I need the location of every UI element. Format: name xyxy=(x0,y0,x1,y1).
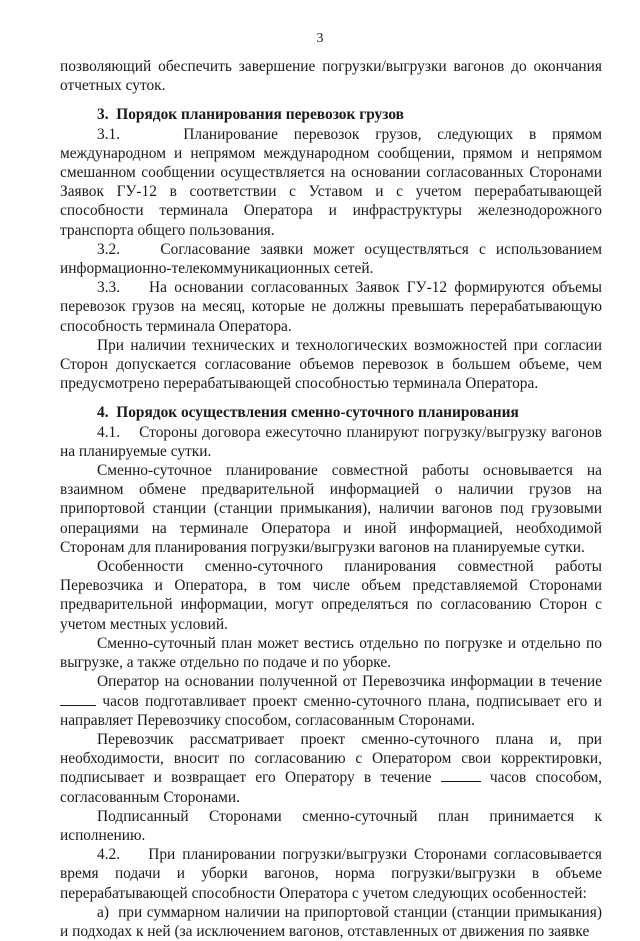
section-4-heading: 4. Порядок осуществления сменно-суточного планирования xyxy=(97,404,519,422)
operator-text-b: часов подготавливает проект сменно-суточного плана, подписывает его и направляет Перевозчику способом, согласованным Сторонами. xyxy=(60,692,602,729)
carrier-text-b: часов способом, согласованным Сторонами. xyxy=(60,769,602,806)
clause-3-1: 3.1. Планирование перевозок грузов, следующих в прямом международном и непрямом международном сообщении, прямом и непрямом смешанном сообщении осуществляется на основании согласованных Сторонами Заявок ГУ-12 в соответствии с Уставом и с учетом перерабатывающей способности терминала Оператора и инфраструктуры железнодорожного транспорта общего пользования. xyxy=(60,125,602,239)
intro-paragraph: позволяющий обеспечить завершение погрузки/выгрузки вагонов до окончания отчетных суток. xyxy=(60,58,602,95)
clause-4-1: 4.1. Стороны договора ежесуточно планируют погрузку/выгрузку вагонов на планируемые сутки. xyxy=(60,423,602,460)
clause-3-3: 3.3. На основании согласованных Заявок ГУ-12 формируются объемы перевозок грузов на месяц, которые не должны превышать перерабатывающую способность терминала Оператора. xyxy=(60,279,602,335)
spacer xyxy=(60,393,602,403)
section-4-paragraph: Особенности сменно-суточного планирования совместной работы Перевозчика и Оператора, в том числе объем представляемой Сторонами предварительной информации, могут определяться по согласованию Сторон с учетом местных условий. xyxy=(60,558,602,633)
carrier-text-a: Перевозчик рассматривает проект сменно-суточного плана и, при необходимости, вносит по согласованию с Оператором свои корректировки, подписывает и возвращает его Оператору в течение xyxy=(60,730,602,787)
section-4-paragraph: Подписанный Сторонами сменно-суточный план принимается к исполнению. xyxy=(60,807,602,844)
operator-paragraph xyxy=(60,672,602,730)
document-body xyxy=(60,57,602,941)
carrier-paragraph xyxy=(60,730,602,807)
spacer xyxy=(60,95,602,105)
section-4-paragraph: Сменно-суточное планирование совместной работы основывается на взаимном обмене предварительной информацией о наличии грузов на припортовой станции (станции примыкания), наличии вагонов под грузовыми операциями на терминале Оператора и иной информацией, необходимой Сторонам для планирования погрузки/выгрузки вагонов на планируемые сутки. xyxy=(60,462,602,556)
clause-4-2-a: а) при суммарном наличии на припортовой станции (станции примыкания) и подходах к ней (за исключением вагонов, отставленных от движения по заявке xyxy=(60,903,602,940)
section-4-paragraph: Сменно-суточный план может вестись отдельно по погрузке и отдельно по выгрузке, а также отдельно по подаче и по уборке. xyxy=(60,634,602,672)
operator-text-a: Оператор на основании полученной от Перевозчика информации в течение xyxy=(97,673,602,691)
hours-blank-field[interactable] xyxy=(441,769,481,782)
clause-3-2: 3.2. Согласование заявки может осуществляться с использованием информационно-телекоммуникационных сетей. xyxy=(60,240,602,278)
hours-blank-field[interactable] xyxy=(60,693,96,706)
section-3-heading: 3. Порядок планирования перевозок грузов xyxy=(97,106,404,124)
section-3-paragraph: При наличии технических и технологических возможностей при согласии Сторон допускается согласование объемов перевозок в большем объеме, чем предусмотрено перерабатывающей способностью терминала Оператора. xyxy=(60,336,602,393)
clause-4-2: 4.2. При планировании погрузки/выгрузки Сторонами согласовывается время подачи и уборки вагонов, норма погрузки/выгрузки в объеме перерабатывающей способности Оператора с учетом следующих особенностей: xyxy=(60,846,602,902)
page-number: 3 xyxy=(316,31,324,46)
